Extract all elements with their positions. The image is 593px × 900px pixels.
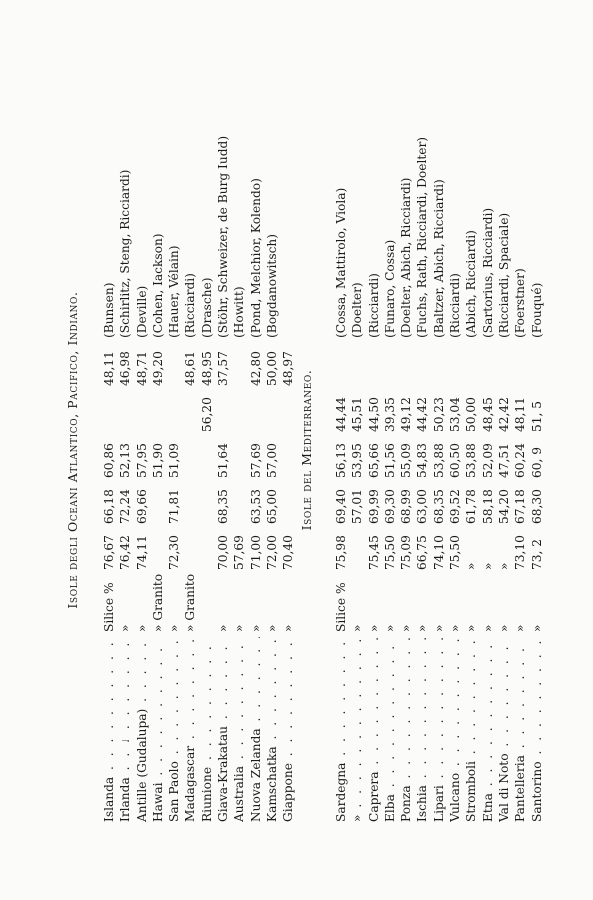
value-cell: 68,35 [216,489,231,524]
table-row [512,70,528,822]
source-citation: (Funaro, Cossa) [382,239,397,338]
unit-label: Silice % [102,582,116,632]
value-cell: 57,01 [350,489,365,524]
value-cell: 51,64 [216,443,231,478]
island-name: Ischia . . . [414,637,430,822]
value-cell: 50,00 [264,351,279,386]
value-cell: 68,35 [431,489,446,524]
source-citation: (Ricciardi) [448,273,463,338]
table-row [496,70,512,822]
unit-label: » [118,624,133,632]
island-name: Santorino . . . [529,637,545,822]
value-cell: 47,51 [496,443,511,478]
source-citation: (Stöhr, Schweizer, de Burg Iudd) [216,135,231,338]
value-cell: 67,18 [513,489,528,524]
unit-label: » [167,624,182,632]
value-cell: 69,66 [134,489,149,524]
table-row [117,70,133,822]
value-cell: 55,09 [399,443,414,478]
source-citation: (Doelter, Abich, Ricciardi) [399,177,414,338]
island-name: Giappone . . . [280,637,296,822]
value-cell: 51, 5 [529,400,544,432]
value-cell: 48,95 [199,351,214,386]
table-row [431,70,447,822]
value-cell: 49,12 [399,397,414,432]
unit-label: » [415,624,430,632]
value-cell: 44,44 [334,397,348,432]
island-name: Irlanda . . . [117,637,133,822]
table-row [398,70,414,822]
value-cell: 58,18 [480,489,495,524]
table-row [264,70,280,822]
value-cell: 50,00 [464,397,479,432]
source-citation: (Ricciardi) [366,273,381,338]
island-name: Ponza . . . [398,637,414,822]
value-cell: 75,50 [382,535,397,570]
island-name: Islanda . . . [101,637,117,822]
value-cell: 72,30 [167,535,182,570]
value-cell: 70,40 [281,535,296,570]
island-name: Hawai . . . [150,637,166,822]
island-name: » . . . [349,637,365,822]
table-row [333,70,349,822]
value-cell: 54,83 [415,443,430,478]
value-cell: 71,81 [167,489,182,524]
table-row [414,70,430,822]
value-cell: 73,10 [513,535,528,570]
table-row [182,70,198,822]
island-name: Caprera . . . [366,637,382,822]
value-cell: 69,40 [334,489,348,524]
value-cell: 76,67 [102,535,116,570]
value-cell: 60, 9 [529,446,544,478]
value-cell: 48,97 [281,351,296,386]
value-cell: 42,80 [248,351,263,386]
unit-label: » [232,624,247,632]
island-name: Pantelleria . . . [512,637,528,822]
unit-label: » [134,624,149,632]
value-cell: 63,00 [415,489,430,524]
value-cell: 52,09 [480,443,495,478]
value-cell: 53,88 [431,443,446,478]
island-name: Nuova Zelanda . . . [248,637,264,822]
source-citation: (Bogdanowitsch) [264,233,279,338]
value-cell: 66,18 [102,489,116,524]
value-cell: 51,09 [167,443,182,478]
value-cell: » [496,562,511,570]
value-cell: 72,00 [264,535,279,570]
island-name: Lipari . . . [431,637,447,822]
island-name: Sardegna . . . [333,637,349,822]
table-row [150,70,166,822]
value-cell: 60,50 [448,443,463,478]
unit-label: » [399,624,414,632]
source-citation: (Fouqué) [529,282,544,338]
source-citation: (Sartorius, Ricciardi) [480,207,495,338]
value-cell: 73, 2 [529,538,544,570]
source-citation: (Foerstner) [513,268,528,338]
page-mark [122,740,128,741]
value-cell: 74,11 [134,535,149,570]
source-citation: (Doelter) [350,282,365,338]
unit-label: » Granito [150,573,165,632]
value-cell: 48,11 [513,397,528,432]
value-cell: 48,45 [480,397,495,432]
value-cell: 52,13 [118,443,133,478]
island-name: Elba . . . [382,637,398,822]
table-row [280,70,296,822]
value-cell: 61,78 [464,489,479,524]
value-cell: 56,13 [334,443,348,478]
unit-label: » [281,624,296,632]
unit-label: » [366,624,381,632]
unit-label: » [431,624,446,632]
value-cell: 45,51 [350,397,365,432]
value-cell: 75,98 [334,535,348,570]
value-cell: 66,75 [415,535,430,570]
value-cell: 69,30 [382,489,397,524]
unit-label: » [529,624,544,632]
unit-label: » [248,624,263,632]
source-citation: (Pond, Melchior, Kolendo) [248,178,263,338]
island-name: Vulcano . . . [447,637,463,822]
value-cell: 72,24 [118,489,133,524]
value-cell: » [480,562,495,570]
value-cell: 53,88 [464,443,479,478]
table-row [231,70,247,822]
source-citation: (Schirlitz, Steng, Ricciardi) [118,169,133,338]
value-cell: 75,45 [366,535,381,570]
value-cell: 68,99 [399,489,414,524]
value-cell: 57,69 [248,443,263,478]
value-cell: 71,00 [248,535,263,570]
unit-label: » [216,624,231,632]
table-row [215,70,231,822]
island-name: Antille (Gudalupa) . . . [134,637,150,822]
value-cell: 44,50 [366,397,381,432]
value-cell: 63,53 [248,489,263,524]
source-citation: (Bunsen) [102,282,116,338]
island-name: Etna . . . [480,637,496,822]
table-row [166,70,182,822]
unit-label: » [480,624,495,632]
source-citation: (Deville) [134,285,149,338]
source-citation: (Fuchs, Rath, Ricciardi, Doelter) [415,136,430,338]
section-heading-oceani: Isole degli Oceani Atlantico, Pacifico, Indiano. [65,291,80,609]
value-cell: 51,90 [150,443,165,478]
value-cell: 50,23 [431,397,446,432]
unit-label: » Granito [183,573,198,632]
value-cell: 57,69 [232,535,247,570]
table-row [382,70,398,822]
island-name: San Paolo . . . [166,637,182,822]
value-cell: 48,71 [134,351,149,386]
value-cell: 57,00 [264,443,279,478]
island-name: Kamschatka . . . [264,637,280,822]
source-citation: (Ricciardi, Spaciale) [496,212,511,338]
value-cell: 75,50 [448,535,463,570]
table-row [480,70,496,822]
table-row [248,70,264,822]
unit-label: » [350,624,365,632]
source-citation: (Abich, Ricciardi) [464,230,479,338]
source-citation: (Drasche) [199,277,214,338]
section-heading-mediterraneo: Isole del Mediterraneo. [299,369,314,531]
value-cell: 39,35 [382,397,397,432]
table-row [529,70,545,822]
value-cell: 69,52 [448,489,463,524]
island-name: Stromboli . . . [463,637,479,822]
value-cell: 48,61 [183,351,198,386]
value-cell: 56,20 [199,397,214,432]
value-cell: 70,00 [216,535,231,570]
island-name: Giava-Krakatau . . . [215,637,231,822]
unit-label: » [496,624,511,632]
value-cell: 74,10 [431,535,446,570]
unit-label: » [264,624,279,632]
source-citation: (Cohen, Iackson) [150,233,165,338]
value-cell: 51,56 [382,443,397,478]
island-name: Riunione . . . [199,637,215,822]
value-cell: 44,42 [415,397,430,432]
source-citation: (Cossa, Mattirolo, Viola) [334,187,348,338]
unit-label: » [448,624,463,632]
value-cell: 60,86 [102,443,116,478]
value-cell: 37,57 [216,351,231,386]
value-cell: 68,30 [529,489,544,524]
table-oceani [101,70,297,822]
value-cell: 65,00 [264,489,279,524]
table-row [349,70,365,822]
unit-label: » [464,624,479,632]
value-cell: 75,09 [399,535,414,570]
table-row [101,70,117,822]
island-name: Val di Noto . . . [496,637,512,822]
island-name: Australia . . . [231,637,247,822]
rotated-table-block [61,70,544,830]
value-cell: 60,24 [513,443,528,478]
value-cell: 76,42 [118,535,133,570]
value-cell: 48,11 [102,351,116,386]
source-citation: (Howitt) [232,286,247,338]
value-cell: 46,98 [118,351,133,386]
value-cell: 57,95 [134,443,149,478]
table-row [447,70,463,822]
value-cell: 69,99 [366,489,381,524]
table-row [134,70,150,822]
value-cell: 65,66 [366,443,381,478]
unit-label: » [382,624,397,632]
source-citation: (Ricciardi) [183,273,198,338]
table-row [366,70,382,822]
table-mediterraneo [333,70,545,822]
value-cell: 53,95 [350,443,365,478]
value-cell: 53,04 [448,397,463,432]
unit-label: Silice % [334,582,348,632]
island-name: Madagascar . . . [182,637,198,822]
value-cell: » [464,562,479,570]
table-row [199,70,215,822]
source-citation: (Baltzer, Abich, Ricciardi) [431,179,446,338]
source-citation: (Hauer, Vélain) [167,245,182,338]
table-row [463,70,479,822]
value-cell: 42,42 [496,397,511,432]
unit-label: » [513,624,528,632]
value-cell: 49,20 [150,351,165,386]
value-cell: 54,20 [496,489,511,524]
